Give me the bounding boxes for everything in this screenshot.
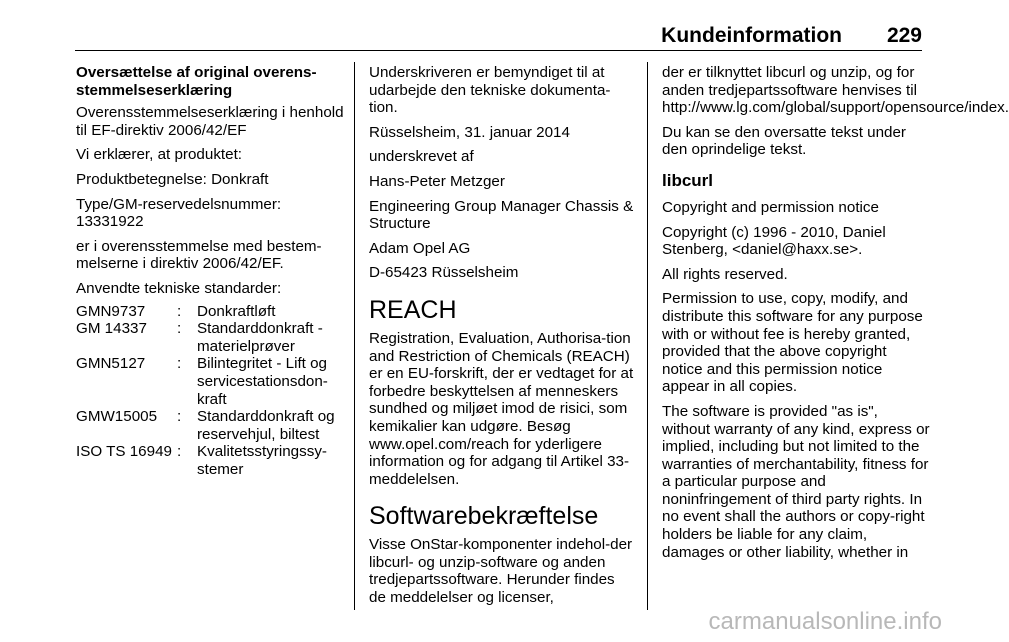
page-number: 229 xyxy=(886,24,922,47)
column-divider xyxy=(647,62,648,610)
standard-code: GMN9737 xyxy=(76,302,146,320)
paragraph: Copyright and permission notice xyxy=(662,198,879,216)
standard-desc: Standarddonkraft - materielprøver xyxy=(197,320,323,355)
standard-code: ISO TS 16949 xyxy=(76,443,172,461)
column-3 xyxy=(662,64,1009,568)
paragraph: Du kan se den oversatte tekst under den oprindelige tekst. xyxy=(662,123,906,159)
page-title: Kundeinformation xyxy=(661,24,842,47)
separator: : xyxy=(177,302,182,320)
paragraph: Type/GM-reservedelsnummer: 13331922 xyxy=(76,195,282,231)
separator: : xyxy=(177,355,182,373)
paragraph: er i overensstemmelse med bestem-melserne i direktiv 2006/42/EF. xyxy=(76,237,322,273)
paragraph: Produktbetegnelse: Donkraft xyxy=(76,170,269,188)
paragraph: der er tilknyttet libcurl og unzip, og for anden tredjepartssoftware henvises til http://www.lg.com/global/support/opensource/index. xyxy=(662,64,1009,117)
paragraph: Registration, Evaluation, Authorisa-tion and Restriction of Chemicals (REACH) er en EU-forskrift, der er vedtaget for at forbedre beskyttelsen af menneskers sundhed og miljøet imod de risici, som kemikalier kan udgøre. Besøg www.opel.com/reach for yderligere information og for adgang til Artikel 33-meddelelsen. xyxy=(369,329,634,488)
paragraph: Underskriveren er bemyndiget til at udarbejde den tekniske dokumenta-tion. xyxy=(369,64,611,117)
page-header xyxy=(75,0,922,51)
standard-desc: Kvalitetsstyringssy-stemer xyxy=(197,443,327,478)
paragraph: Rüsselsheim, 31. januar 2014 xyxy=(369,123,570,141)
reach-heading: REACH xyxy=(369,295,457,324)
column-divider xyxy=(354,62,355,610)
paragraph: Overensstemmelseserklæring i henhold til EF-direktiv 2006/42/EF xyxy=(76,104,344,139)
standard-desc: Standarddonkraft og reservehjul, biltest xyxy=(197,408,335,443)
paragraph: Permission to use, copy, modify, and distribute this software for any purpose with or without fee is hereby granted, provided that the above copyright notice and this permission notice appear in all copies. xyxy=(662,290,923,396)
software-heading: Softwarebekræftelse xyxy=(369,502,599,531)
paragraph: All rights reserved. xyxy=(662,265,788,283)
separator: : xyxy=(177,443,182,461)
paragraph: Adam Opel AG xyxy=(369,239,471,257)
paragraph: Engineering Group Manager Chassis & Structure xyxy=(369,197,634,233)
standard-desc: Bilintegritet - Lift og servicestationsdon-kraft xyxy=(197,355,328,408)
separator: : xyxy=(177,320,182,338)
section-heading: Oversættelse af original overens-stemmelseserklæring xyxy=(76,64,317,99)
paragraph: underskrevet af xyxy=(369,148,474,166)
standard-code: GMW15005 xyxy=(76,408,158,426)
standard-desc: Donkraftløft xyxy=(197,302,276,320)
paragraph: Copyright (c) 1996 - 2010, Daniel Stenberg, <daniel@haxx.se>. xyxy=(662,223,886,259)
paragraph: Visse OnStar-komponenter indehol-der libcurl- og unzip-software og anden tredjepartssoftware. Herunder findes de meddelelser og licenser, xyxy=(369,536,633,607)
standard-code: GMN5127 xyxy=(76,355,146,373)
libcurl-heading: libcurl xyxy=(662,170,714,190)
standard-code: GM 14337 xyxy=(76,320,147,338)
paragraph: D-65423 Rüsselsheim xyxy=(369,264,519,282)
paragraph: Hans-Peter Metzger xyxy=(369,172,505,190)
standards-table xyxy=(76,303,346,479)
paragraph: Anvendte tekniske standarder: xyxy=(76,279,282,297)
paragraph: Vi erklærer, at produktet: xyxy=(76,146,243,164)
column-2 xyxy=(369,64,635,614)
column-1 xyxy=(76,64,346,478)
paragraph: The software is provided "as is", without warranty of any kind, express or implied, including but not limited to the warranties of merchantability, fitness for a particular purpose and noninfringement of third party rights. In no event shall the authors or copy-right holders be liable for any claim, damages or other liability, whether in xyxy=(662,402,930,561)
separator: : xyxy=(177,408,182,426)
watermark: carmanualsonline.info xyxy=(708,608,942,635)
